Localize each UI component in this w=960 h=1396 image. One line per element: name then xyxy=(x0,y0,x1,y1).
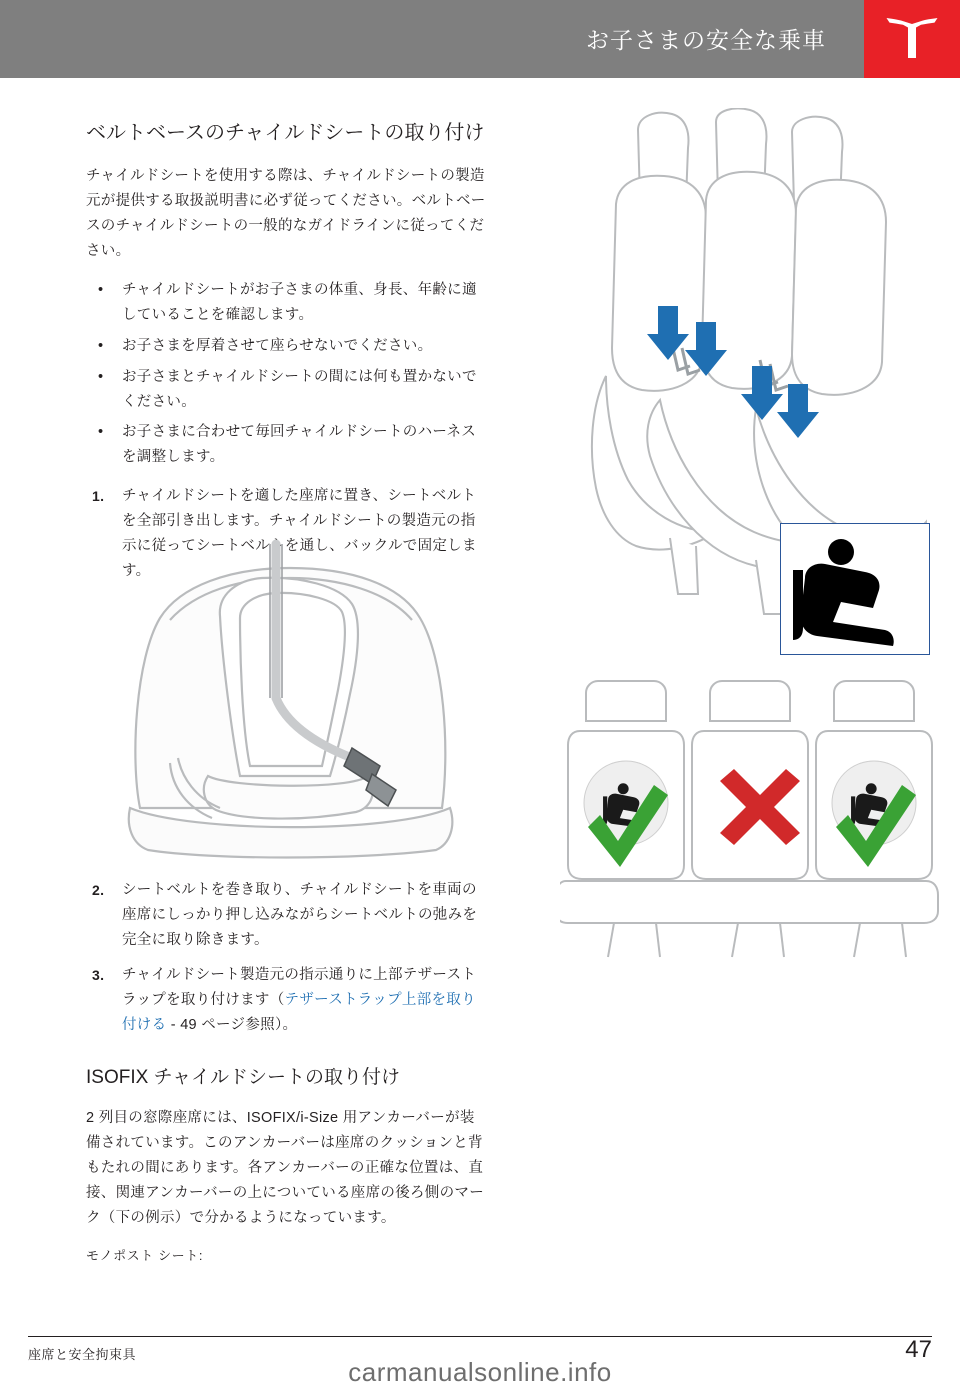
list-item xyxy=(86,365,486,415)
child-seat-symbol-icon xyxy=(781,524,927,652)
tesla-logo-icon xyxy=(886,18,938,60)
left-column-lower xyxy=(86,878,486,1271)
step-text-before: チャイルドシート製造元の指示通りに上部テザーストラップを取り付けます（ xyxy=(122,966,477,1008)
step-number: 1. xyxy=(92,488,105,505)
page-content xyxy=(0,78,960,1318)
section-heading-isofix: ISOFIX チャイルドシートの取り付け xyxy=(86,1066,400,1088)
section2-note: モノポスト シート: xyxy=(86,1247,204,1263)
section2-body: 2 列目の窓際座席には、ISOFIX/i-Size 用アンカーバーが装備されています。このアンカーバーは座席のクッションと背もたれの間にあります。各アンカーバーの正確な位置は、直接、関連アンカーバーの上についている座席の後ろ側のマーク（下の例示）で分かるようになっています。 xyxy=(86,1110,485,1226)
bullet-text: お子さまを厚着させて座らせないでください。 xyxy=(122,337,433,354)
list-item xyxy=(86,278,486,328)
page-header xyxy=(0,0,960,78)
seat-positions-allowed-figure xyxy=(560,673,940,973)
list-item xyxy=(86,420,486,470)
tether-strap-link[interactable]: テザーストラップ上部を取り付ける xyxy=(122,991,476,1033)
step-text-after: - 49 ページ参照）。 xyxy=(166,1016,298,1033)
section1-intro: チャイルドシートを使用する際は、チャイルドシートの製造元が提供する取扱説明書に必ず従ってください。ベルトベースのチャイルドシートの一般的なガイドラインに従ってください。 xyxy=(86,168,486,259)
bullet-dot-icon: • xyxy=(98,337,104,354)
section1-bullet-list xyxy=(86,278,486,471)
section-heading-belt-install: ベルトベースのチャイルドシートの取り付け xyxy=(86,122,485,144)
page-footer xyxy=(0,1318,960,1396)
list-item xyxy=(86,878,486,953)
page-number: 47 xyxy=(905,1336,932,1363)
step-text: シートベルトを巻き取り、チャイルドシートを車両の座席にしっかり押し込みながらシートベルトの弛みを完全に取り除きます。 xyxy=(122,882,478,948)
bullet-dot-icon: • xyxy=(98,281,104,298)
bullet-dot-icon: • xyxy=(98,368,104,385)
step-text: チャイルドシートを適した座席に置き、シートベルトを全部引き出します。チャイルドシートの製造元の指示に従ってシートベルトを通し、バックルで固定します。 xyxy=(122,488,477,580)
bullet-text: チャイルドシートがお子さまの体重、身長、年齢に適していることを確認します。 xyxy=(122,281,477,323)
isofix-child-seat-symbol-figure xyxy=(780,523,930,655)
step-number: 3. xyxy=(92,966,105,983)
footer-divider xyxy=(28,1336,932,1337)
tesla-logo-box xyxy=(864,0,960,78)
watermark-text: carmanualsonline.info xyxy=(348,1357,612,1387)
footer-section-label: 座席と安全拘束具 xyxy=(28,1347,137,1362)
step-number: 2. xyxy=(92,882,105,898)
bullet-dot-icon: • xyxy=(98,424,104,441)
child-seat-belt-installation-figure xyxy=(100,508,490,863)
section1-step-list-part2 xyxy=(86,878,486,1038)
list-item xyxy=(86,963,486,1038)
bullet-text: お子さまに合わせて毎回チャイルドシートのハーネスを調整します。 xyxy=(122,424,477,466)
list-item xyxy=(86,334,486,359)
header-title: お子さまの安全な乗車 xyxy=(586,27,826,53)
bullet-text: お子さまとチャイルドシートの間には何も置かないでください。 xyxy=(122,368,477,410)
